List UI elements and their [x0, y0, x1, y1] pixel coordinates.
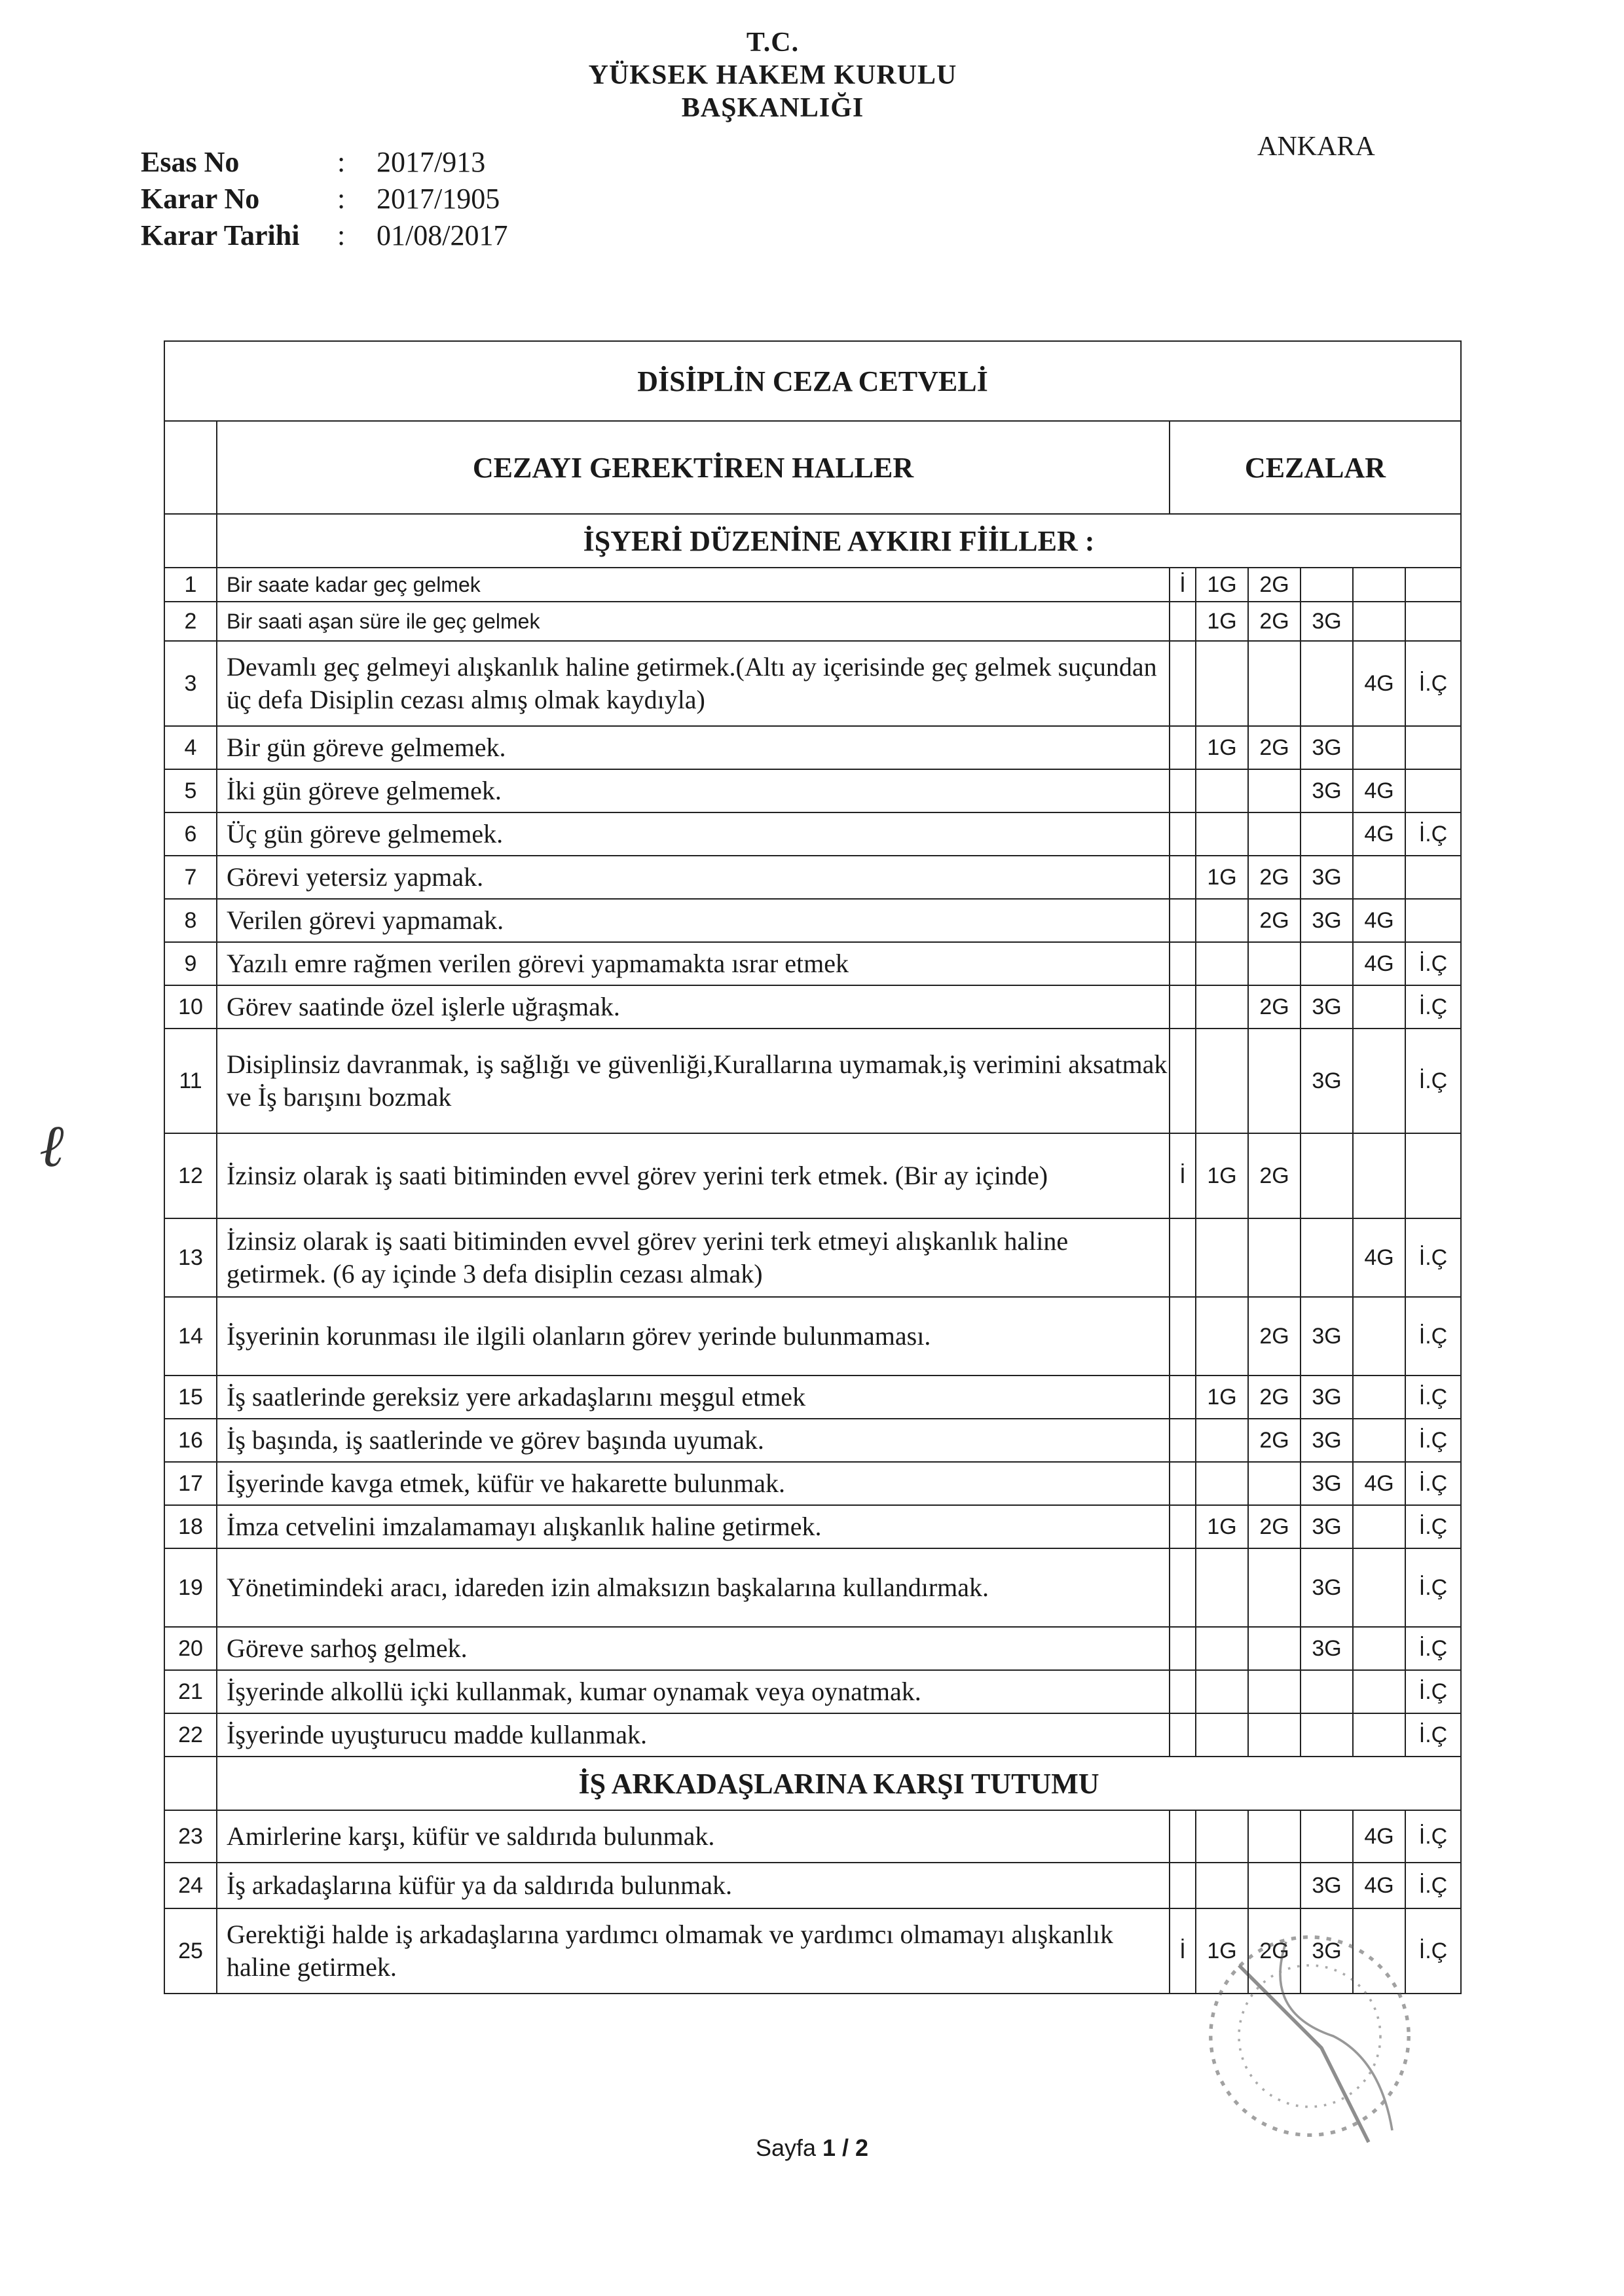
- section-no-cell: [164, 1757, 217, 1810]
- section-title-row: [164, 1757, 1461, 1810]
- penalty-cell: [1170, 1627, 1196, 1670]
- penalty-cell: 3G: [1301, 985, 1353, 1029]
- header-tc: T.C.: [746, 27, 800, 58]
- penalty-cell: 4G: [1353, 942, 1405, 985]
- penalty-cell: [1170, 1548, 1196, 1627]
- penalty-cell: [1196, 641, 1248, 726]
- penalty-cell: 2G: [1248, 985, 1301, 1029]
- table-row: [164, 1376, 1461, 1419]
- meta-label: Esas No: [141, 146, 240, 178]
- row-description: Devamlı geç gelmeyi alışkanlık haline getirmek.(Altı ay içerisinde geç gelmek suçundan üç defa Disiplin cezası almış olmak kaydıyla): [217, 641, 1170, 726]
- penalty-cell: [1353, 1627, 1405, 1670]
- table-row: [164, 568, 1461, 602]
- header-presidency: BAŞKANLIĞI: [681, 93, 864, 123]
- penalty-cell: [1170, 856, 1196, 899]
- table-row: [164, 1419, 1461, 1462]
- penalty-cell: [1353, 1029, 1405, 1133]
- penalty-cell: 3G: [1301, 1297, 1353, 1376]
- table-row: [164, 1548, 1461, 1627]
- penalty-cell: 3G: [1301, 602, 1353, 641]
- row-description: İki gün göreve gelmemek.: [217, 769, 1170, 812]
- row-number: 17: [164, 1462, 217, 1505]
- row-description: Bir saate kadar geç gelmek: [217, 568, 1170, 602]
- penalty-cell: [1353, 1505, 1405, 1548]
- row-number: 25: [164, 1908, 217, 1994]
- row-description: İzinsiz olarak iş saati bitiminden evvel görev yerini terk etmek. (Bir ay içinde): [217, 1133, 1170, 1218]
- penalty-cell: İ.Ç: [1405, 1297, 1461, 1376]
- table-row: [164, 1218, 1461, 1297]
- penalty-cell: [1301, 641, 1353, 726]
- table-row: [164, 1133, 1461, 1218]
- penalty-cell: [1196, 1670, 1248, 1713]
- penalty-cell: [1248, 1670, 1301, 1713]
- header-description: CEZAYI GEREKTİREN HALLER: [217, 421, 1170, 514]
- penalty-cell: 4G: [1353, 1218, 1405, 1297]
- meta-label: Karar No: [141, 183, 260, 215]
- penalty-cell: İ.Ç: [1405, 1908, 1461, 1994]
- table-row: [164, 769, 1461, 812]
- penalty-cell: [1196, 1297, 1248, 1376]
- meta-value: 2017/1905: [377, 183, 500, 215]
- penalty-cell: [1301, 568, 1353, 602]
- penalty-cell: İ.Ç: [1405, 1218, 1461, 1297]
- row-description: İşyerinde uyuşturucu madde kullanmak.: [217, 1713, 1170, 1757]
- table-row: [164, 942, 1461, 985]
- meta-value: 2017/913: [377, 146, 486, 178]
- meta-row: Karar Tarihi : 01/08/2017: [141, 217, 507, 254]
- table-title: DİSİPLİN CEZA CETVELİ: [164, 341, 1461, 421]
- penalty-cell: [1353, 568, 1405, 602]
- penalty-cell: [1405, 856, 1461, 899]
- penalty-cell: 3G: [1301, 1863, 1353, 1908]
- row-number: 18: [164, 1505, 217, 1548]
- row-number: 10: [164, 985, 217, 1029]
- penalty-cell: İ.Ç: [1405, 1810, 1461, 1863]
- penalty-cell: [1248, 1713, 1301, 1757]
- penalty-cell: [1353, 1670, 1405, 1713]
- penalty-cell: 3G: [1301, 856, 1353, 899]
- header-no-cell: [164, 421, 217, 514]
- penalty-cell: 2G: [1248, 1133, 1301, 1218]
- penalty-cell: İ.Ç: [1405, 942, 1461, 985]
- penalty-cell: 2G: [1248, 1376, 1301, 1419]
- penalty-cell: 3G: [1301, 899, 1353, 942]
- penalty-cell: [1170, 899, 1196, 942]
- row-description: Yazılı emre rağmen verilen görevi yapmamakta ısrar etmek: [217, 942, 1170, 985]
- section-title: İŞYERİ DÜZENİNE AYKIRI FİİLLER :: [217, 514, 1461, 568]
- row-number: 14: [164, 1297, 217, 1376]
- penalty-cell: 4G: [1353, 1462, 1405, 1505]
- penalty-cell: 3G: [1301, 1462, 1353, 1505]
- table-row: [164, 985, 1461, 1029]
- penalty-cell: [1170, 1376, 1196, 1419]
- penalty-cell: [1196, 985, 1248, 1029]
- penalty-cell: [1170, 602, 1196, 641]
- discipline-penalty-table: [164, 340, 1462, 1994]
- penalty-cell: [1405, 602, 1461, 641]
- row-number: 11: [164, 1029, 217, 1133]
- penalty-cell: 4G: [1353, 641, 1405, 726]
- row-number: 3: [164, 641, 217, 726]
- penalty-cell: 2G: [1248, 856, 1301, 899]
- row-number: 8: [164, 899, 217, 942]
- row-description: İş başında, iş saatlerinde ve görev başında uyumak.: [217, 1419, 1170, 1462]
- row-description: Verilen görevi yapmamak.: [217, 899, 1170, 942]
- penalty-cell: 3G: [1301, 1548, 1353, 1627]
- penalty-cell: 1G: [1196, 1505, 1248, 1548]
- table-row: [164, 812, 1461, 856]
- penalty-cell: [1353, 1548, 1405, 1627]
- penalty-cell: [1353, 1419, 1405, 1462]
- table-row: [164, 726, 1461, 769]
- penalty-cell: 2G: [1248, 899, 1301, 942]
- penalty-cell: [1170, 1462, 1196, 1505]
- row-description: İşyerinde kavga etmek, küfür ve hakarette bulunmak.: [217, 1462, 1170, 1505]
- table-row: [164, 1670, 1461, 1713]
- row-number: 1: [164, 568, 217, 602]
- penalty-cell: [1405, 726, 1461, 769]
- penalty-cell: [1301, 1670, 1353, 1713]
- penalty-cell: [1248, 1810, 1301, 1863]
- table-row: [164, 856, 1461, 899]
- penalty-cell: 2G: [1248, 602, 1301, 641]
- row-number: 7: [164, 856, 217, 899]
- table-row: [164, 899, 1461, 942]
- table-title-row: [164, 341, 1461, 421]
- row-number: 5: [164, 769, 217, 812]
- penalty-cell: 1G: [1196, 1908, 1248, 1994]
- penalty-cell: İ: [1170, 1908, 1196, 1994]
- penalty-cell: [1248, 769, 1301, 812]
- penalty-cell: 4G: [1353, 812, 1405, 856]
- penalty-cell: [1353, 1297, 1405, 1376]
- penalty-cell: [1248, 1029, 1301, 1133]
- penalty-cell: 3G: [1301, 1505, 1353, 1548]
- penalty-cell: [1353, 1133, 1405, 1218]
- penalty-cell: [1170, 942, 1196, 985]
- penalty-cell: 2G: [1248, 1297, 1301, 1376]
- row-number: 13: [164, 1218, 217, 1297]
- penalty-cell: İ.Ç: [1405, 1670, 1461, 1713]
- penalty-cell: [1196, 1548, 1248, 1627]
- penalty-cell: [1248, 1863, 1301, 1908]
- table-row: [164, 1863, 1461, 1908]
- row-description: Görev saatinde özel işlerle uğraşmak.: [217, 985, 1170, 1029]
- penalty-cell: 1G: [1196, 856, 1248, 899]
- penalty-cell: 3G: [1301, 726, 1353, 769]
- row-description: İş arkadaşlarına küfür ya da saldırıda bulunmak.: [217, 1863, 1170, 1908]
- row-description: İzinsiz olarak iş saati bitiminden evvel görev yerini terk etmeyi alışkanlık haline getirmek. (6 ay içinde 3 defa disiplin cezası almak): [217, 1218, 1170, 1297]
- penalty-cell: [1353, 1376, 1405, 1419]
- penalty-cell: 1G: [1196, 602, 1248, 641]
- penalty-cell: [1405, 899, 1461, 942]
- row-description: Gerektiği halde iş arkadaşlarına yardımcı olmamak ve yardımcı olmamayı alışkanlık haline getirmek.: [217, 1908, 1170, 1994]
- penalty-cell: [1196, 1419, 1248, 1462]
- penalty-cell: 4G: [1353, 1810, 1405, 1863]
- penalty-cell: 1G: [1196, 1376, 1248, 1419]
- row-description: İşyerinin korunması ile ilgili olanların görev yerinde bulunmaması.: [217, 1297, 1170, 1376]
- penalty-cell: [1170, 1029, 1196, 1133]
- row-description: Disiplinsiz davranmak, iş sağlığı ve güvenliği,Kurallarına uymamak,iş verimini aksatmak ve İş barışını bozmak: [217, 1029, 1170, 1133]
- penalty-cell: [1170, 1713, 1196, 1757]
- penalty-cell: 3G: [1301, 1029, 1353, 1133]
- penalty-cell: 3G: [1301, 1419, 1353, 1462]
- city-label: ANKARA: [1257, 132, 1375, 162]
- penalty-cell: [1405, 769, 1461, 812]
- table-row: [164, 602, 1461, 641]
- penalty-cell: [1170, 641, 1196, 726]
- penalty-cell: 1G: [1196, 1133, 1248, 1218]
- penalty-cell: [1196, 899, 1248, 942]
- penalty-cell: [1196, 812, 1248, 856]
- penalty-cell: 1G: [1196, 726, 1248, 769]
- row-description: Görevi yetersiz yapmak.: [217, 856, 1170, 899]
- penalty-cell: [1405, 568, 1461, 602]
- row-number: 9: [164, 942, 217, 985]
- footer-prefix: Sayfa: [755, 2134, 822, 2161]
- row-description: Üç gün göreve gelmemek.: [217, 812, 1170, 856]
- penalty-cell: İ.Ç: [1405, 1548, 1461, 1627]
- penalty-cell: [1170, 726, 1196, 769]
- penalty-cell: 2G: [1248, 568, 1301, 602]
- penalty-cell: [1248, 1548, 1301, 1627]
- meta-label: Karar Tarihi: [141, 219, 300, 251]
- penalty-cell: İ.Ç: [1405, 1029, 1461, 1133]
- penalty-cell: İ.Ç: [1405, 812, 1461, 856]
- penalty-cell: [1170, 1218, 1196, 1297]
- penalty-cell: [1170, 1670, 1196, 1713]
- row-description: Bir gün göreve gelmemek.: [217, 726, 1170, 769]
- penalty-cell: 3G: [1301, 1376, 1353, 1419]
- row-number: 19: [164, 1548, 217, 1627]
- table-row: [164, 1810, 1461, 1863]
- header-penalties: CEZALAR: [1170, 421, 1461, 514]
- row-number: 6: [164, 812, 217, 856]
- penalty-cell: [1196, 1462, 1248, 1505]
- meta-row: Karar No : 2017/1905: [141, 181, 507, 217]
- penalty-cell: [1170, 1810, 1196, 1863]
- table-row: [164, 1713, 1461, 1757]
- penalty-cell: İ.Ç: [1405, 1863, 1461, 1908]
- penalty-cell: [1248, 1218, 1301, 1297]
- penalty-cell: [1170, 1297, 1196, 1376]
- penalty-cell: İ.Ç: [1405, 1376, 1461, 1419]
- penalty-cell: İ: [1170, 1133, 1196, 1218]
- penalty-cell: [1353, 1713, 1405, 1757]
- penalty-cell: [1170, 812, 1196, 856]
- penalty-cell: [1248, 1627, 1301, 1670]
- row-description: İmza cetvelini imzalamamayı alışkanlık haline getirmek.: [217, 1505, 1170, 1548]
- penalty-cell: [1170, 985, 1196, 1029]
- column-header-row: [164, 421, 1461, 514]
- row-number: 24: [164, 1863, 217, 1908]
- penalty-cell: [1353, 856, 1405, 899]
- page-number: 1 / 2: [822, 2134, 869, 2161]
- penalty-cell: İ.Ç: [1405, 1627, 1461, 1670]
- penalty-cell: İ.Ç: [1405, 1462, 1461, 1505]
- row-description: Bir saati aşan süre ile geç gelmek: [217, 602, 1170, 641]
- penalty-cell: [1353, 602, 1405, 641]
- penalty-cell: [1196, 769, 1248, 812]
- penalty-cell: 1G: [1196, 568, 1248, 602]
- meta-row: Esas No : 2017/913: [141, 144, 507, 181]
- row-description: Göreve sarhoş gelmek.: [217, 1627, 1170, 1670]
- penalty-cell: 2G: [1248, 1419, 1301, 1462]
- penalty-cell: [1196, 1029, 1248, 1133]
- row-number: 20: [164, 1627, 217, 1670]
- penalty-cell: [1248, 641, 1301, 726]
- penalty-cell: İ.Ç: [1405, 1713, 1461, 1757]
- institution-header: [0, 26, 1545, 124]
- row-number: 15: [164, 1376, 217, 1419]
- penalty-cell: 2G: [1248, 726, 1301, 769]
- header-court: YÜKSEK HAKEM KURULU: [588, 60, 957, 90]
- penalty-cell: [1353, 985, 1405, 1029]
- row-number: 22: [164, 1713, 217, 1757]
- row-number: 2: [164, 602, 217, 641]
- penalty-cell: [1301, 812, 1353, 856]
- penalty-cell: [1301, 1810, 1353, 1863]
- penalty-cell: İ.Ç: [1405, 1419, 1461, 1462]
- row-number: 21: [164, 1670, 217, 1713]
- penalty-cell: [1170, 1863, 1196, 1908]
- penalty-cell: [1170, 1419, 1196, 1462]
- penalty-cell: 3G: [1301, 1627, 1353, 1670]
- row-number: 23: [164, 1810, 217, 1863]
- penalty-cell: [1301, 1713, 1353, 1757]
- section-no-cell: [164, 514, 217, 568]
- section-title-row: [164, 514, 1461, 568]
- penalty-cell: İ.Ç: [1405, 1505, 1461, 1548]
- penalty-cell: [1170, 769, 1196, 812]
- meta-value: 01/08/2017: [377, 219, 508, 251]
- penalty-cell: [1196, 1863, 1248, 1908]
- penalty-cell: 3G: [1301, 1908, 1353, 1994]
- penalty-cell: 2G: [1248, 1908, 1301, 1994]
- penalty-cell: [1248, 1462, 1301, 1505]
- row-description: Yönetimindeki aracı, idareden izin almaksızın başkalarına kullandırmak.: [217, 1548, 1170, 1627]
- table-row: [164, 1462, 1461, 1505]
- row-description: İşyerinde alkollü içki kullanmak, kumar oynamak veya oynatmak.: [217, 1670, 1170, 1713]
- handwritten-margin-mark: ℓ: [39, 1114, 64, 1179]
- penalty-cell: 4G: [1353, 1863, 1405, 1908]
- penalty-cell: 4G: [1353, 899, 1405, 942]
- penalty-cell: [1353, 726, 1405, 769]
- penalty-cell: İ.Ç: [1405, 985, 1461, 1029]
- penalty-cell: [1301, 942, 1353, 985]
- penalty-cell: İ.Ç: [1405, 641, 1461, 726]
- penalty-cell: [1248, 942, 1301, 985]
- penalty-cell: [1196, 1627, 1248, 1670]
- page-footer: [0, 2134, 1624, 2162]
- table-row: [164, 1627, 1461, 1670]
- official-stamp-icon: [1192, 1918, 1428, 2154]
- penalty-cell: [1248, 812, 1301, 856]
- row-number: 4: [164, 726, 217, 769]
- penalty-cell: [1196, 1218, 1248, 1297]
- row-number: 12: [164, 1133, 217, 1218]
- row-description: İş saatlerinde gereksiz yere arkadaşlarını meşgul etmek: [217, 1376, 1170, 1419]
- penalty-cell: [1170, 1505, 1196, 1548]
- penalty-cell: [1196, 1713, 1248, 1757]
- penalty-cell: [1196, 942, 1248, 985]
- row-description: Amirlerine karşı, küfür ve saldırıda bulunmak.: [217, 1810, 1170, 1863]
- penalty-cell: 3G: [1301, 769, 1353, 812]
- penalty-cell: İ: [1170, 568, 1196, 602]
- penalty-cell: [1301, 1133, 1353, 1218]
- penalty-cell: [1301, 1218, 1353, 1297]
- table-row: [164, 1029, 1461, 1133]
- penalty-cell: 4G: [1353, 769, 1405, 812]
- table-row: [164, 1297, 1461, 1376]
- penalty-cell: 2G: [1248, 1505, 1301, 1548]
- case-meta: [141, 144, 507, 254]
- table-row: [164, 1505, 1461, 1548]
- row-number: 16: [164, 1419, 217, 1462]
- penalty-cell: [1405, 1133, 1461, 1218]
- penalty-cell: [1196, 1810, 1248, 1863]
- section-title: İŞ ARKADAŞLARINA KARŞI TUTUMU: [217, 1757, 1461, 1810]
- table-row: [164, 641, 1461, 726]
